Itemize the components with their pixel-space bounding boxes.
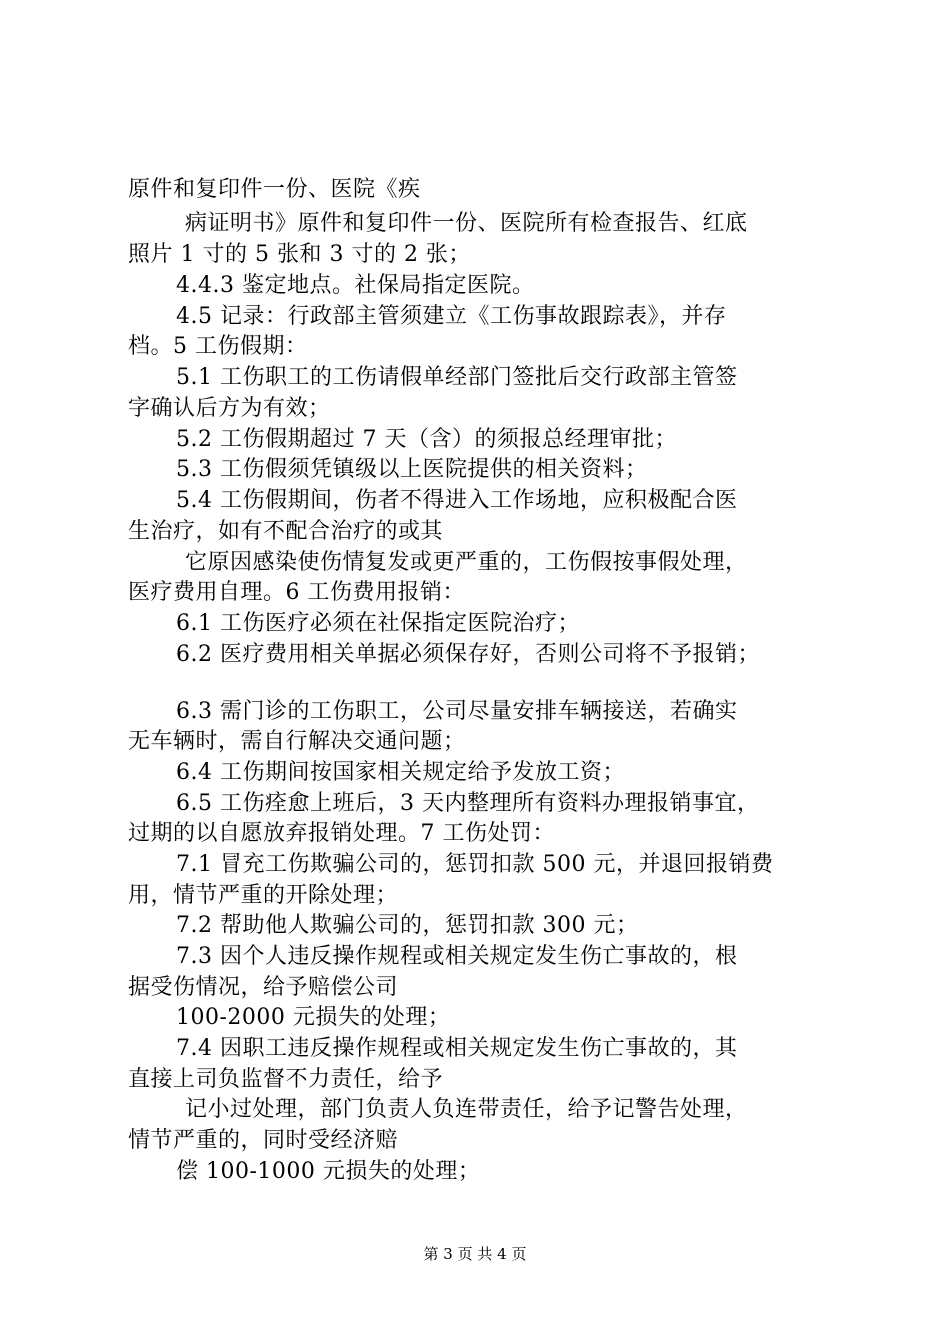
text-line: 6.4 工伤期间按国家相关规定给予发放工资； [176,760,625,785]
text-line: 用，情节严重的开除处理； [128,883,399,908]
text-line: 偿 100-1000 元损失的处理； [176,1159,481,1184]
text-line: 档。5 工伤假期： [128,334,308,359]
text-line: 6.1 工伤医疗必须在社保指定医院治疗； [176,611,580,636]
text-line: 字确认后方为有效； [128,396,331,421]
text-line: 4.5 记录：行政部主管须建立《工伤事故跟踪表》，并存 [176,304,727,329]
text-line: 病证明书》原件和复印件一份、医院所有检查报告、红底 [185,211,748,236]
text-line: 5.4 工伤假期间，伤者不得进入工作场地，应积极配合医 [176,488,738,513]
text-line: 7.4 因职工违反操作规程或相关规定发生伤亡事故的，其 [176,1036,738,1061]
text-line: 据受伤情况，给予赔偿公司 [128,975,399,1000]
text-line: 它原因感染使伤情复发或更严重的，工伤假按事假处理， [185,550,748,575]
text-line: 6.2 医疗费用相关单据必须保存好，否则公司将不予报销； [176,642,760,667]
text-line: 情节严重的，同时受经济赔 [128,1128,399,1153]
text-line: 无车辆时，需自行解决交通问题； [128,729,466,754]
text-line: 照片 1 寸的 5 张和 3 寸的 2 张； [128,242,471,267]
text-line: 5.1 工伤职工的工伤请假单经部门签批后交行政部主管签 [176,365,738,390]
text-line: 生治疗，如有不配合治疗的或其 [128,519,444,544]
text-line: 100-2000 元损失的处理； [176,1005,451,1030]
text-line: 7.2 帮助他人欺骗公司的，惩罚扣款 300 元； [176,913,639,938]
text-line: 7.3 因个人违反操作规程或相关规定发生伤亡事故的，根 [176,944,738,969]
text-line: 过期的以自愿放弃报销处理。7 工伤处罚： [128,821,555,846]
text-line: 直接上司负监督不力责任，给予 [128,1067,444,1092]
text-line: 4.4.3 鉴定地点。社保局指定医院。 [176,273,535,298]
page-number-footer: 第 3 页 共 4 页 [423,1245,527,1263]
text-line: 记小过处理，部门负责人负连带责任，给予记警告处理， [185,1097,748,1122]
text-line: 原件和复印件一份、医院《疾 [128,177,421,202]
text-line: 6.3 需门诊的工伤职工，公司尽量安排车辆接送，若确实 [176,699,738,724]
text-line: 5.3 工伤假须凭镇级以上医院提供的相关资料； [176,457,648,482]
text-line: 医疗费用自理。6 工伤费用报销： [128,580,465,605]
text-line: 6.5 工伤痊愈上班后，3 天内整理所有资料办理报销事宜， [176,791,760,816]
text-line: 7.1 冒充工伤欺骗公司的，惩罚扣款 500 元，并退回报销费 [176,852,774,877]
text-line: 5.2 工伤假期超过 7 天（含）的须报总经理审批； [176,427,677,452]
